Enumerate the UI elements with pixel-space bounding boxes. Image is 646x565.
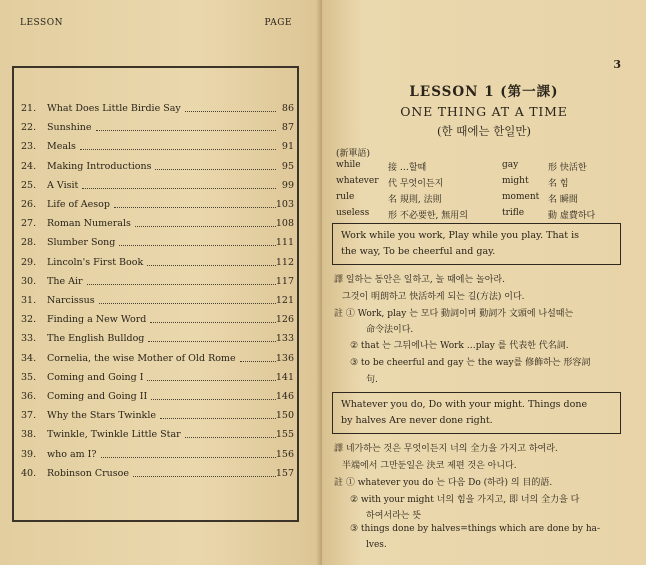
note-line: ③ things done by halves=things which are done by ha- xyxy=(350,524,601,534)
translation-line: 그것이 明朗하고 快活하게 되는 길(方法) 이다. xyxy=(342,292,525,302)
toc-entry-number: 34. xyxy=(21,352,37,364)
vocab-row xyxy=(336,160,636,176)
toc-entry-number: 26. xyxy=(21,199,37,210)
toc-entry-page: 121 xyxy=(275,295,294,306)
toc-entry xyxy=(15,467,300,481)
vocab-meaning: 名 規則, 法則 xyxy=(388,195,442,205)
table-of-contents xyxy=(15,0,300,479)
vocab-word: gay xyxy=(502,160,519,170)
toc-dot-leader xyxy=(80,149,276,150)
toc-dot-leader xyxy=(160,418,276,419)
toc-dot-leader xyxy=(240,361,276,362)
toc-entry-page: 87 xyxy=(281,122,294,134)
toc-entry-number: 35. xyxy=(21,371,37,383)
note-line: 하여서라는 뜻 xyxy=(366,511,422,521)
toc-entry-number: 40. xyxy=(21,467,37,479)
vocab-word: whatever xyxy=(336,176,379,186)
vocab-meaning: 名 瞬間 xyxy=(548,195,578,205)
toc-entry-page: 91 xyxy=(281,141,294,153)
toc-entry xyxy=(15,371,300,385)
vocab-meaning: 代 무엇이든지 xyxy=(388,179,444,189)
toc-entry-title: A Visit xyxy=(47,179,79,191)
toc-entry xyxy=(15,179,300,193)
vocab-row xyxy=(336,208,636,224)
toc-dot-leader xyxy=(99,303,276,304)
toc-entry-title: Making Introductions xyxy=(47,160,152,172)
toc-entry-number: 23. xyxy=(21,141,37,153)
note-line: 註 ① Work, play 는 모다 動詞이며 動詞가 文頭에 나설때는 xyxy=(334,309,574,319)
vocab-word: rule xyxy=(336,192,355,202)
note-line: ② with your might 너의 힘을 가지고, 即 너의 全力을 다 xyxy=(350,495,580,505)
toc-entry-page: 155 xyxy=(275,429,294,441)
toc-entry-page: 150 xyxy=(275,410,294,422)
toc-dot-leader xyxy=(119,245,276,246)
note-line: 句. xyxy=(366,375,378,385)
toc-entry-page: 108 xyxy=(275,218,294,230)
toc-entry-title: Lincoln's First Book xyxy=(47,256,144,268)
toc-dot-leader xyxy=(185,437,276,438)
toc-dot-leader xyxy=(114,207,276,208)
toc-entry-number: 21. xyxy=(21,103,37,114)
lesson-heading: LESSON 1 (第一課) xyxy=(409,84,559,100)
toc-entry-number: 24. xyxy=(21,160,37,172)
toc-entry-title: Roman Numerals xyxy=(47,218,131,230)
vocab-heading: (新單語) xyxy=(336,149,371,159)
toc-entry xyxy=(15,448,300,462)
vocab-meaning: 名 힘 xyxy=(548,179,569,189)
toc-entry-page: 111 xyxy=(275,237,294,249)
toc-entry-page: 112 xyxy=(275,256,294,268)
vocab-meaning: 動 虛費하다 xyxy=(548,211,596,221)
note-line: 命令法이다. xyxy=(366,325,414,335)
vocab-row xyxy=(336,192,636,208)
toc-entry-number: 22. xyxy=(21,122,37,134)
toc-entry-title: Why the Stars Twinkle xyxy=(47,410,156,422)
toc-entry-number: 32. xyxy=(21,314,37,326)
toc-entry xyxy=(15,390,300,404)
poem-line: the way, To be cheerful and gay. xyxy=(341,246,496,257)
toc-entry-title: Cornelia, the wise Mother of Old Rome xyxy=(47,352,236,364)
toc-entry-title: The English Bulldog xyxy=(47,333,145,345)
toc-entry xyxy=(15,294,300,308)
toc-entry xyxy=(15,121,300,135)
note-line: ③ to be cheerful and gay 는 the way를 修飾하는 形容詞 xyxy=(350,358,591,368)
toc-entry-number: 39. xyxy=(21,448,37,460)
toc-entry-page: 103 xyxy=(275,199,294,210)
toc-entry-title: Finding a New Word xyxy=(47,314,147,326)
toc-entry xyxy=(15,332,300,346)
toc-dot-leader xyxy=(151,399,276,400)
vocab-meaning: 接 …할때 xyxy=(388,163,427,173)
toc-entry xyxy=(15,160,300,174)
toc-dot-leader xyxy=(135,226,276,227)
poem-box-2 xyxy=(332,392,621,434)
toc-entry-number: 31. xyxy=(21,295,37,306)
left-page xyxy=(0,0,322,565)
vocab-word: trifle xyxy=(502,208,525,218)
toc-dot-leader xyxy=(147,265,276,266)
toc-entry-page: 136 xyxy=(275,352,294,364)
toc-entry-page: 86 xyxy=(281,103,294,114)
toc-dot-leader xyxy=(148,341,276,342)
vocab-word: useless xyxy=(336,208,370,218)
toc-entry-title: Narcissus xyxy=(47,295,95,306)
toc-entry xyxy=(15,198,300,212)
toc-dot-leader xyxy=(133,476,276,477)
toc-entry xyxy=(15,140,300,154)
toc-entry-page: 126 xyxy=(275,314,294,326)
translation-line: 半端에서 그만둔일은 決코 제편 것은 아니다. xyxy=(342,461,517,471)
toc-entry xyxy=(15,217,300,231)
toc-entry xyxy=(15,102,300,116)
vocab-meaning: 形 快活한 xyxy=(548,163,587,173)
toc-entry-page: 99 xyxy=(281,179,294,191)
toc-dot-leader xyxy=(155,169,276,170)
toc-header-page: PAGE xyxy=(264,18,292,28)
toc-entry-number: 28. xyxy=(21,237,37,249)
toc-dot-leader xyxy=(147,380,276,381)
toc-header-lesson: LESSON xyxy=(20,18,63,28)
toc-entry-title: Robinson Crusoe xyxy=(47,467,129,479)
toc-dot-leader xyxy=(185,111,276,112)
toc-entry-title: Coming and Going I xyxy=(47,371,144,383)
toc-entry xyxy=(15,313,300,327)
toc-entry-number: 37. xyxy=(21,410,37,422)
toc-dot-leader xyxy=(87,284,276,285)
vocab-word: moment xyxy=(502,192,540,202)
toc-entry-title: The Air xyxy=(47,275,83,287)
toc-entry-title: Life of Aesop xyxy=(47,199,110,210)
toc-dot-leader xyxy=(150,322,276,323)
toc-entry-page: 146 xyxy=(275,391,294,402)
toc-entry-title: Slumber Song xyxy=(47,237,116,249)
toc-entry-page: 133 xyxy=(275,333,294,345)
lesson-subtitle: (한 때에는 한일만) xyxy=(436,124,532,138)
note-line: lves. xyxy=(366,540,387,550)
toc-entry-number: 38. xyxy=(21,429,37,441)
toc-entry xyxy=(15,352,300,366)
toc-entry-title: What Does Little Birdie Say xyxy=(47,103,181,114)
toc-entry-page: 156 xyxy=(275,448,294,460)
toc-entry-page: 141 xyxy=(275,371,294,383)
toc-header xyxy=(20,18,292,32)
page-number: 3 xyxy=(613,58,621,71)
poem-box-1 xyxy=(332,223,621,265)
toc-entry-page: 117 xyxy=(275,275,294,287)
toc-dot-leader xyxy=(82,188,276,189)
right-page xyxy=(322,0,646,565)
toc-entry xyxy=(15,409,300,423)
toc-entry-title: who am I? xyxy=(47,448,97,460)
toc-dot-leader xyxy=(101,457,276,458)
toc-entry-title: Sunshine xyxy=(47,122,92,134)
toc-entry xyxy=(15,428,300,442)
toc-entry-page: 157 xyxy=(275,467,294,479)
poem-line: Work while you work, Play while you play. That is xyxy=(341,230,580,241)
toc-dot-leader xyxy=(96,130,276,131)
vocab-meaning: 形 不必要한, 無用의 xyxy=(388,211,468,221)
toc-entry-number: 25. xyxy=(21,179,37,191)
toc-entry-title: Twinkle, Twinkle Little Star xyxy=(47,429,181,441)
toc-entry xyxy=(15,275,300,289)
toc-entry xyxy=(15,256,300,270)
vocab-word: while xyxy=(336,160,361,170)
toc-entry-number: 27. xyxy=(21,218,37,230)
toc-entry-number: 29. xyxy=(21,256,37,268)
note-line: 註 ① whatever you do 는 다음 Do (하라) 의 目的語. xyxy=(334,478,553,488)
translation-line: 譯 일하는 동안은 일하고, 놀 때에는 놀아라. xyxy=(334,275,505,285)
translation-line: 譯 네가하는 것은 무엇이든지 너의 全力을 가지고 하여라. xyxy=(334,444,558,454)
toc-entry-title: Meals xyxy=(47,141,76,153)
lesson-title: ONE THING AT A TIME xyxy=(400,104,568,119)
poem-line: Whatever you do, Do with your might. Things done xyxy=(341,399,588,410)
toc-entry-number: 33. xyxy=(21,333,37,345)
vocab-word: might xyxy=(502,176,529,186)
toc-entry-page: 95 xyxy=(281,160,294,172)
vocab-row xyxy=(336,176,636,192)
note-line: ② that 는 그뒤에나는 Work …play 를 代表한 代名詞. xyxy=(350,341,569,351)
toc-entry-number: 30. xyxy=(21,275,37,287)
poem-line: by halves Are never done right. xyxy=(341,415,493,426)
toc-entry-title: Coming and Going II xyxy=(47,391,148,402)
toc-entry-number: 36. xyxy=(21,391,37,402)
toc-entry xyxy=(15,236,300,250)
